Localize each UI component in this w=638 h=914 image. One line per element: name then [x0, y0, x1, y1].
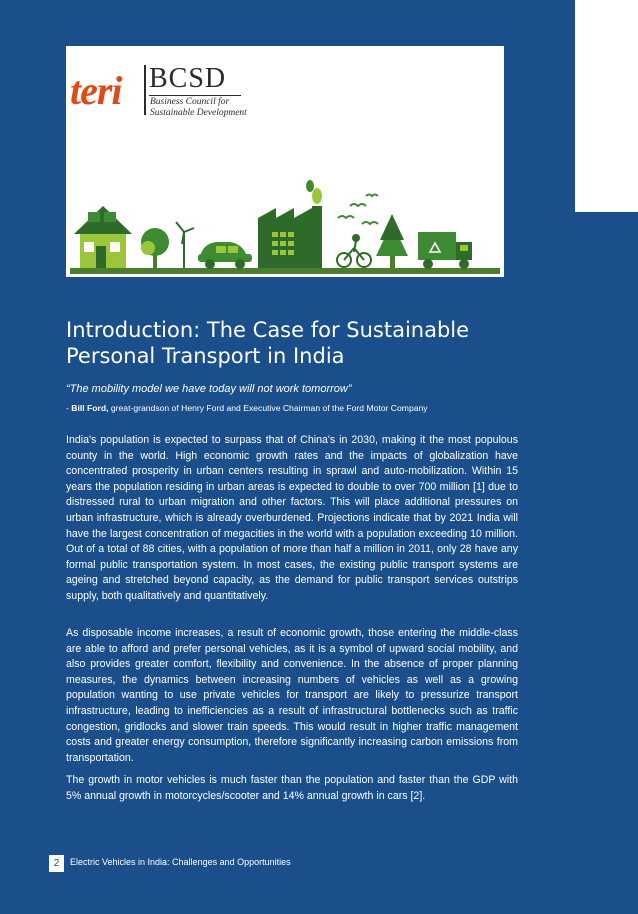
corner-divider	[575, 0, 577, 212]
logo-bcsd-text: BCSD	[149, 63, 227, 94]
attribution-name: Bill Ford,	[71, 403, 109, 413]
body-paragraph-2: As disposable income increases, a result of economic growth, those entering the middle-class are able to afford and prefer personal vehicles, as it is a symbol of upward social mobility, and also provides greater comfort, flexibility and convenience. In the absence of proper planning measures, the dynamics between increasing numbers of vehicles as well as a growing population wanting to use private vehicles for transport are likely to pressurize transport infrastructure, leading to inefficiencies as a result of infrastructural bottlenecks such as traffic congestion, gridlocks and slower train speeds. This would result in higher traffic management costs and greater energy consumption, therefore significantly increasing carbon emissions from transportation.	[66, 627, 518, 764]
logo-subtitle-line1: Business Council for	[150, 97, 230, 107]
page-number: 2	[49, 855, 64, 872]
bicycle-icon	[337, 235, 371, 267]
pine-tree-icon	[376, 214, 408, 268]
factory-icon	[258, 180, 322, 268]
running-footer: Electric Vehicles in India: Challenges and Opportunities	[70, 857, 291, 867]
sustainability-illustration	[66, 46, 504, 277]
tree-icon	[141, 228, 169, 268]
logo-teri-text: teri	[70, 68, 122, 113]
recycling-truck-icon	[418, 232, 472, 269]
wind-turbine-icon	[176, 222, 194, 268]
attribution-detail: great-grandson of Henry Ford and Executive Chairman of the Ford Motor Company	[108, 403, 428, 413]
house-icon	[74, 206, 132, 268]
body-paragraph-1: India's population is expected to surpass that of China's in 2030, making it the most populous county in the world. High economic growth rates and the impacts of globalization have concentrated prosperity in urban centers resulting in sprawl and auto-mobilization. Within 15 years the population residing in urban areas is expected to double to over 700 million [1] due to distressed rural to urban migration and other factors. This will place additional pressures on urban infrastructure, which is already overburdened. Projections indicate that by 2021 India will have the largest concentration of megacities in the world with a population exceeding 10 million. Out of a total of 88 cities, with a population of more than half a million in 2011, only 28 have any formal public transportation system. In most cases, the existing public transport systems are ageing and stretched beyond capacity, as the demand for public transport services outstrips supply, both qualitatively and quantitatively.	[66, 434, 518, 602]
logo-subtitle-line2: Sustainable Development	[150, 108, 247, 118]
quote-attribution	[66, 403, 428, 413]
header-panel	[66, 46, 504, 277]
page-title: Introduction: The Case for Sustainable Personal Transport in India	[66, 318, 470, 368]
car-icon	[198, 242, 252, 269]
ground-strip	[70, 268, 500, 274]
intro-quote: “The mobility model we have today will not work tomorrow”	[66, 383, 352, 395]
birds-icon	[338, 195, 378, 225]
body-paragraph-3: The growth in motor vehicles is much faster than the population and faster than the GDP with 5% annual growth in motorcycles/scooter and 14% annual growth in cars [2].	[66, 774, 518, 802]
corner-white-block	[575, 0, 638, 212]
attribution-prefix: -	[66, 403, 72, 413]
